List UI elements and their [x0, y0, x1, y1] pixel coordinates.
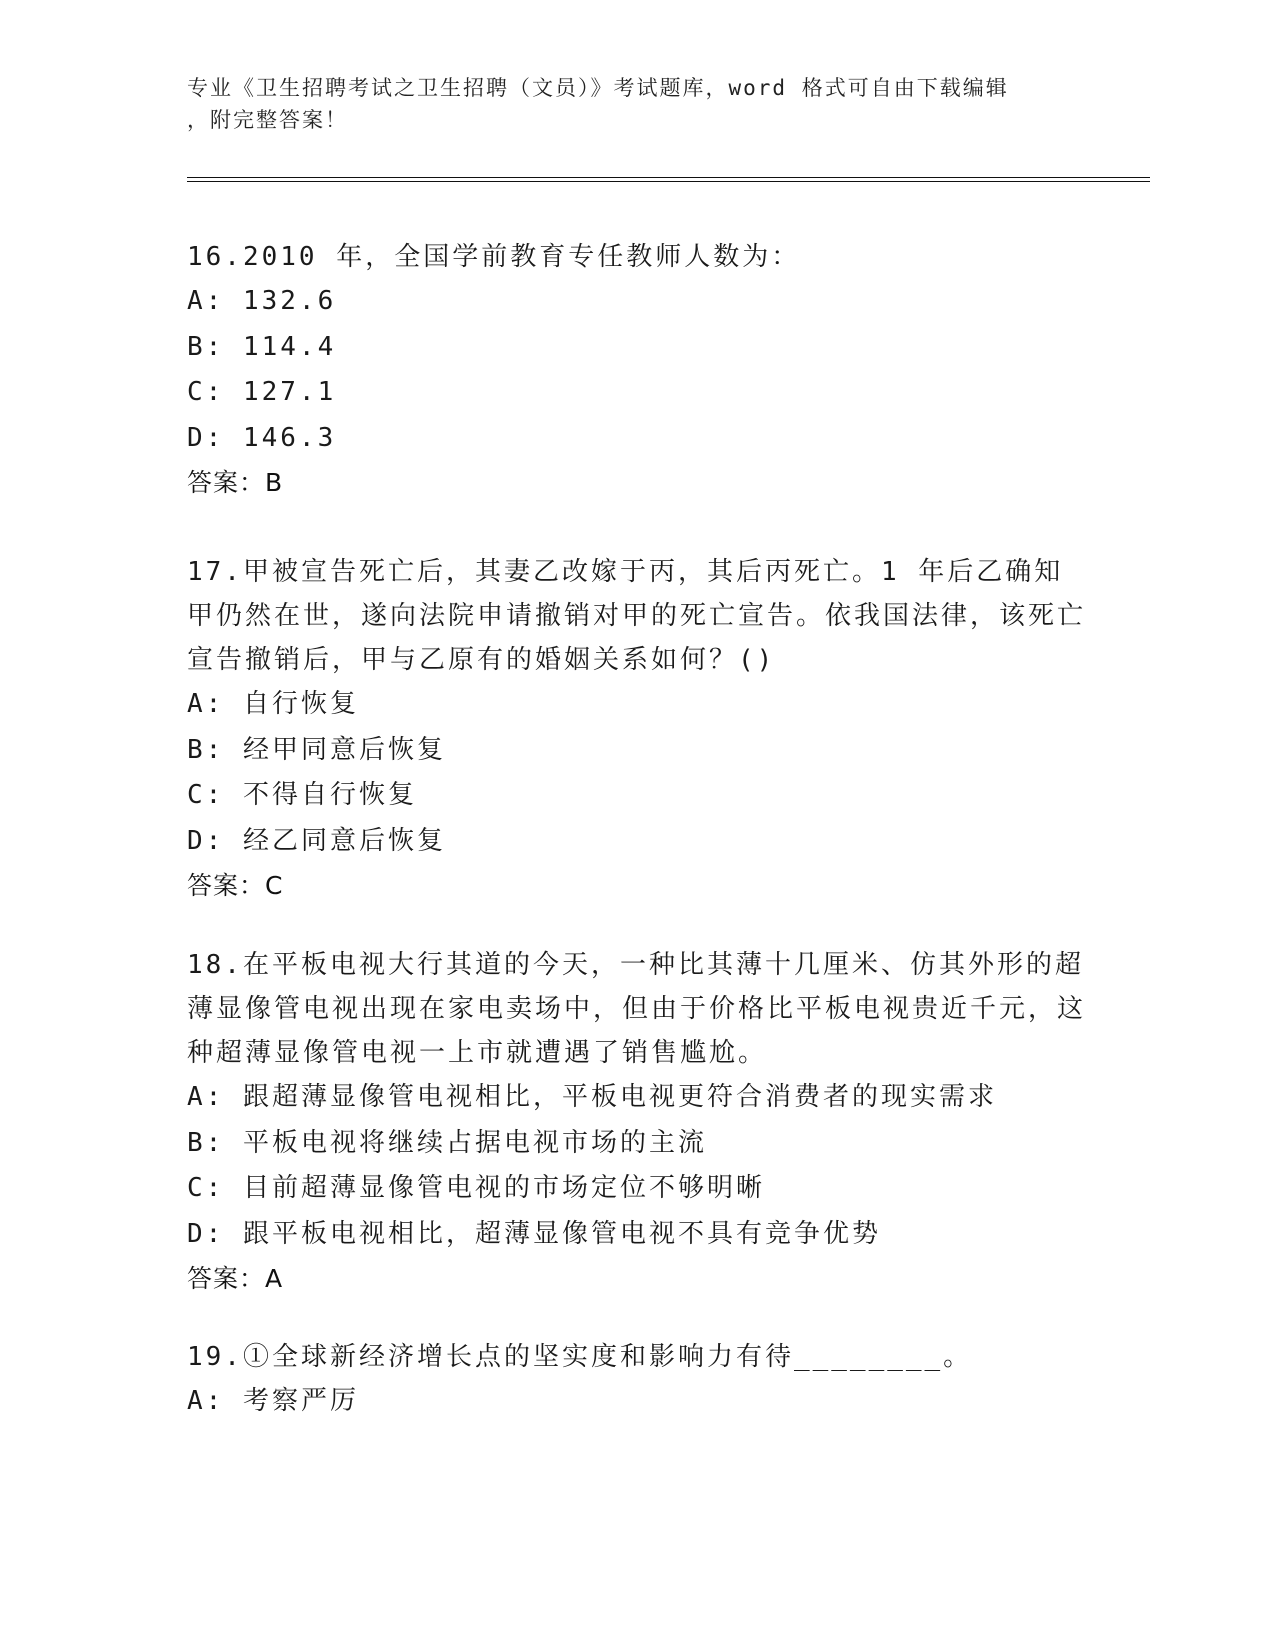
header-divider-bottom: [187, 181, 1150, 182]
answer-label: 答案：: [187, 468, 266, 497]
option-b: B: 平板电视将继续占据电视市场的主流: [187, 1127, 707, 1158]
option-a: A: 跟超薄显像管电视相比，平板电视更符合消费者的现实需求: [187, 1082, 997, 1112]
question-stem: 17.甲被宣告死亡后，其妻乙改嫁于丙，其后丙死亡。1 年后乙确知甲仍然在世，遂向法院申请撤销对甲的死亡宣告。依我国法律，该死亡宣告撤销后，甲与乙原有的婚姻关系如何？(): [187, 557, 1087, 675]
option-a: A: 自行恢复: [187, 689, 359, 719]
option-c: C: 127.1: [187, 377, 337, 407]
answer-label: 答案：: [187, 871, 266, 900]
answer-line: [187, 864, 1087, 908]
header-line-1: 专业《卫生招聘考试之卫生招聘（文员）》考试题库，word 格式可自由下载编辑: [187, 76, 1009, 100]
question-stem: 16.2010 年，全国学前教育专任教师人数为：: [187, 242, 801, 272]
answer-value: C: [265, 871, 284, 900]
option-b: B: 114.4: [187, 331, 337, 362]
question-stem: 19.①全球新经济增长点的坚实度和影响力有待________。: [187, 1342, 973, 1372]
answer-value: B: [265, 468, 284, 497]
option-d: D: 跟平板电视相比，超薄显像管电视不具有竞争优势: [187, 1218, 881, 1249]
option-c: C: 目前超薄显像管电视的市场定位不够明晰: [187, 1173, 765, 1203]
option-a: A: 132.6: [187, 286, 337, 316]
option-c: C: 不得自行恢复: [187, 780, 417, 810]
document-header: [187, 72, 1067, 136]
question-stem: 18.在平板电视大行其道的今天，一种比其薄十几厘米、仿其外形的超薄显像管电视出现在家电卖场中，但由于价格比平板电视贵近千元，这种超薄显像管电视一上市就遭遇了销售尴尬。: [187, 950, 1087, 1068]
answer-label: 答案：: [187, 1264, 266, 1293]
option-b: B: 经甲同意后恢复: [187, 734, 446, 765]
option-a: A: 考察严厉: [187, 1386, 359, 1416]
question-19: [187, 1335, 1087, 1425]
answer-line: [187, 1257, 1087, 1301]
option-d: D: 146.3: [187, 422, 337, 453]
header-divider-top: [187, 177, 1150, 178]
question-18: [187, 943, 1087, 1301]
question-17: [187, 550, 1087, 908]
question-16: [187, 235, 1087, 505]
answer-line: [187, 461, 1087, 505]
option-d: D: 经乙同意后恢复: [187, 825, 446, 856]
header-line-2: ，附完整答案！: [187, 108, 348, 132]
answer-value: A: [265, 1264, 284, 1293]
